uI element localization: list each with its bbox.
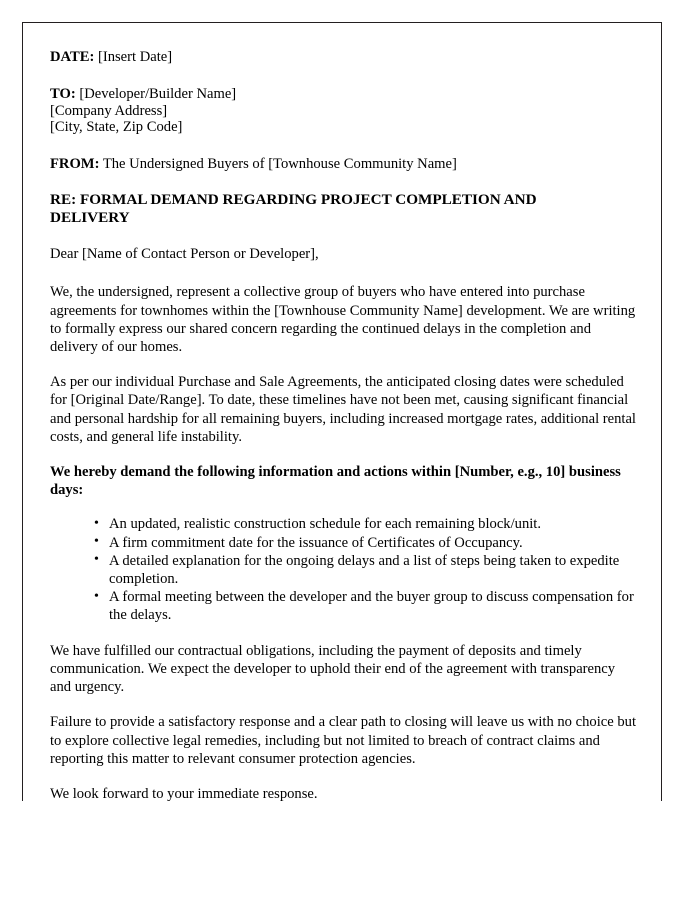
spacer-paragraph-3 — [50, 696, 636, 713]
spacer-before-list — [50, 499, 636, 515]
spacer-after-from — [50, 172, 636, 191]
spacer-after-re — [50, 227, 636, 245]
list-item: • An updated, realistic construction schedule for each remaining block/unit. — [94, 515, 636, 533]
spacer-paragraph-2 — [50, 446, 636, 463]
paragraph-intro: We, the undersigned, represent a collective group of buyers who have entered into purchase agreements for townhomes within the [Townhouse Community Name] development. We are writing to formally express our shared concern regarding the continued delays in the completion and delivery of our homes. — [50, 284, 636, 356]
from-label: FROM: — [50, 155, 100, 172]
to-label: TO: — [50, 86, 76, 103]
document-page — [22, 22, 662, 801]
paragraph-agreements: As per our individual Purchase and Sale Agreements, the anticipated closing dates were scheduled for [Original Date/Range]. To date, these timelines have not been met, causing significant financial and personal hardship for all remaining buyers, including increased mortgage rates, additional rental costs, and general life instability. — [50, 374, 636, 445]
subject-heading: RE: FORMAL DEMAND REGARDING PROJECT COMPLETION AND DELIVERY — [50, 191, 537, 227]
paragraph-consequences: Failure to provide a satisfactory response and a clear path to closing will leave us with no choice but to explore collective legal remedies, including but not limited to breach of contract claims and reporting this matter to relevant consumer protection agencies. — [50, 714, 637, 767]
from-value: The Undersigned Buyers of [Townhouse Community Name] — [102, 155, 457, 172]
date-line — [50, 49, 636, 65]
to-line — [50, 86, 636, 102]
list-item: • A firm commitment date for the issuance of Certificates of Occupancy. — [94, 534, 636, 552]
spacer-after-to — [50, 136, 636, 156]
salutation: Dear [Name of Contact Person or Developer], — [50, 246, 319, 263]
demand-list — [50, 515, 636, 624]
from-line — [50, 156, 636, 172]
to-address-line-1: [Company Address] — [50, 102, 168, 119]
spacer-after-list — [50, 625, 636, 642]
list-item: • A detailed explanation for the ongoing delays and a list of steps being taken to expedite completion. — [94, 552, 636, 588]
to-value: [Developer/Builder Name] — [79, 86, 237, 103]
date-label: DATE: — [50, 49, 95, 65]
paragraph-obligations: We have fulfilled our contractual obligations, including the payment of deposits and timely communication. We expect the developer to uphold their end of the agreement with transparency and urgency. — [50, 642, 616, 696]
spacer-after-date — [50, 65, 636, 86]
paragraph-demand-lead-in: We hereby demand the following information and actions within [Number, e.g., 10] business days: — [50, 464, 621, 499]
spacer-paragraph-1 — [50, 356, 636, 373]
list-item: • A formal meeting between the developer and the buyer group to discuss compensation for the delays. — [94, 588, 636, 624]
letter-body — [50, 49, 636, 801]
to-address-line-2: [City, State, Zip Code] — [50, 119, 183, 136]
date-value: [Insert Date] — [97, 49, 173, 65]
paragraph-closing: We look forward to your immediate response. — [50, 785, 318, 801]
spacer-paragraph-4 — [50, 768, 636, 785]
spacer-after-salutation — [50, 263, 636, 283]
